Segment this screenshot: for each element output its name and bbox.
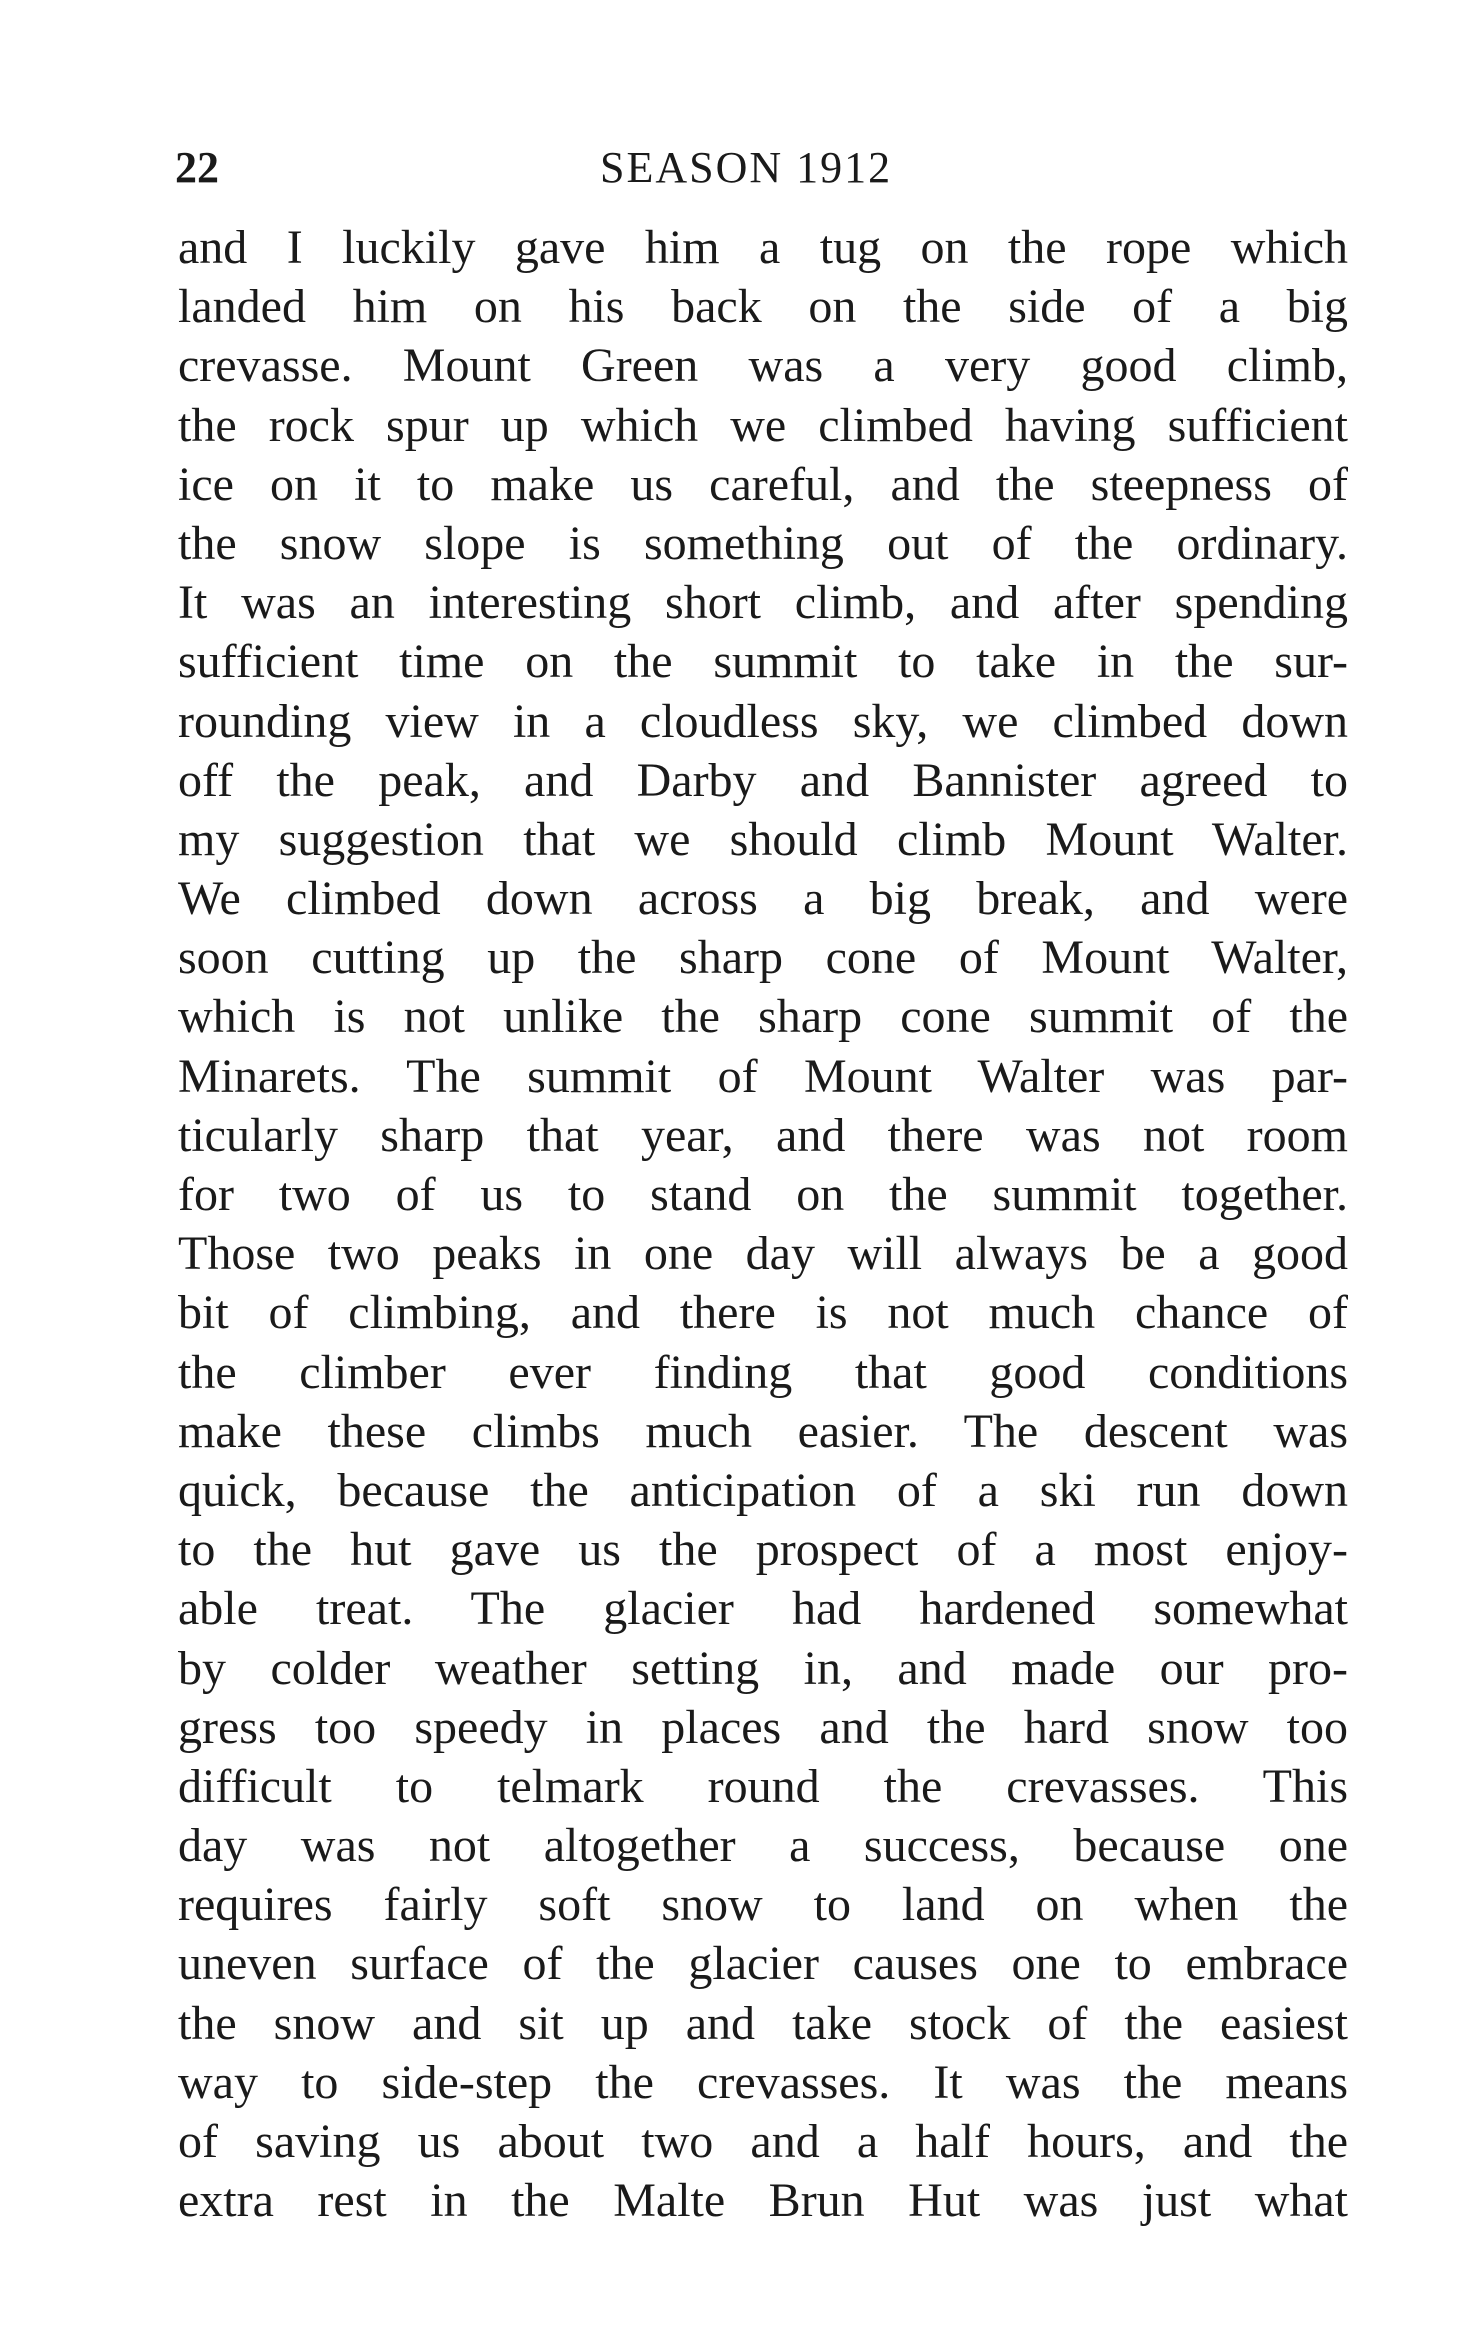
text-line: way to side-step the crevasses. It was the means	[178, 2055, 1348, 2109]
text-line: requires fairly soft snow to land on when the	[178, 1878, 1348, 1932]
text-line: the rock spur up which we climbed having sufficient	[178, 398, 1348, 452]
text-line: crevasse. Mount Green was a very good climb,	[178, 339, 1348, 393]
text-line: off the peak, and Darby and Bannister agreed to	[178, 753, 1348, 807]
text-line: and I luckily gave him a tug on the rope which	[178, 221, 1348, 274]
text-line: gress too speedy in places and the hard snow too	[178, 1700, 1348, 1754]
running-head: SEASON 1912	[600, 143, 893, 192]
text-line: We climbed down across a big break, and were	[178, 872, 1348, 926]
body-text	[178, 218, 1348, 2230]
text-line: landed him on his back on the side of a big	[178, 280, 1348, 334]
page-header	[175, 138, 940, 198]
text-line: extra rest in the Malte Brun Hut was just what	[178, 2174, 1348, 2228]
text-line: my suggestion that we should climb Mount Walter.	[178, 812, 1348, 866]
text-line: quick, because the anticipation of a ski run down	[178, 1463, 1348, 1517]
text-line: for two of us to stand on the summit together.	[178, 1168, 1348, 1221]
page-number: 22	[175, 143, 219, 192]
text-line: Those two peaks in one day will always be a good	[178, 1227, 1348, 1281]
text-line: day was not altogether a success, because one	[178, 1819, 1348, 1873]
text-line: the climber ever finding that good conditions	[178, 1345, 1348, 1399]
text-line: uneven surface of the glacier causes one to embrace	[178, 1937, 1348, 1991]
text-line: ice on it to make us careful, and the steepness of	[178, 457, 1348, 511]
text-line: bit of climbing, and there is not much chance of	[178, 1286, 1348, 1340]
text-line: soon cutting up the sharp cone of Mount Walter,	[178, 931, 1348, 985]
text-line: by colder weather setting in, and made our pro-	[178, 1641, 1348, 1695]
text-line: able treat. The glacier had hardened somewhat	[178, 1582, 1348, 1636]
text-line: make these climbs much easier. The descent was	[178, 1404, 1348, 1458]
text-line: It was an interesting short climb, and after spending	[178, 576, 1348, 630]
text-line: of saving us about two and a half hours, and the	[178, 2115, 1348, 2168]
text-line: sufficient time on the summit to take in the sur-	[178, 635, 1348, 689]
text-line: difficult to telmark round the crevasses. This	[178, 1759, 1348, 1813]
text-line: the snow slope is something out of the ordinary.	[178, 516, 1348, 570]
text-line: the snow and sit up and take stock of the easiest	[178, 1996, 1348, 2050]
text-line: ticularly sharp that year, and there was not room	[178, 1108, 1348, 1162]
text-line: which is not unlike the sharp cone summit of the	[178, 990, 1348, 1044]
text-line: Minarets. The summit of Mount Walter was par-	[178, 1049, 1348, 1103]
text-line: to the hut gave us the prospect of a most enjoy-	[178, 1523, 1348, 1577]
text-line: rounding view in a cloudless sky, we climbed down	[178, 694, 1348, 748]
